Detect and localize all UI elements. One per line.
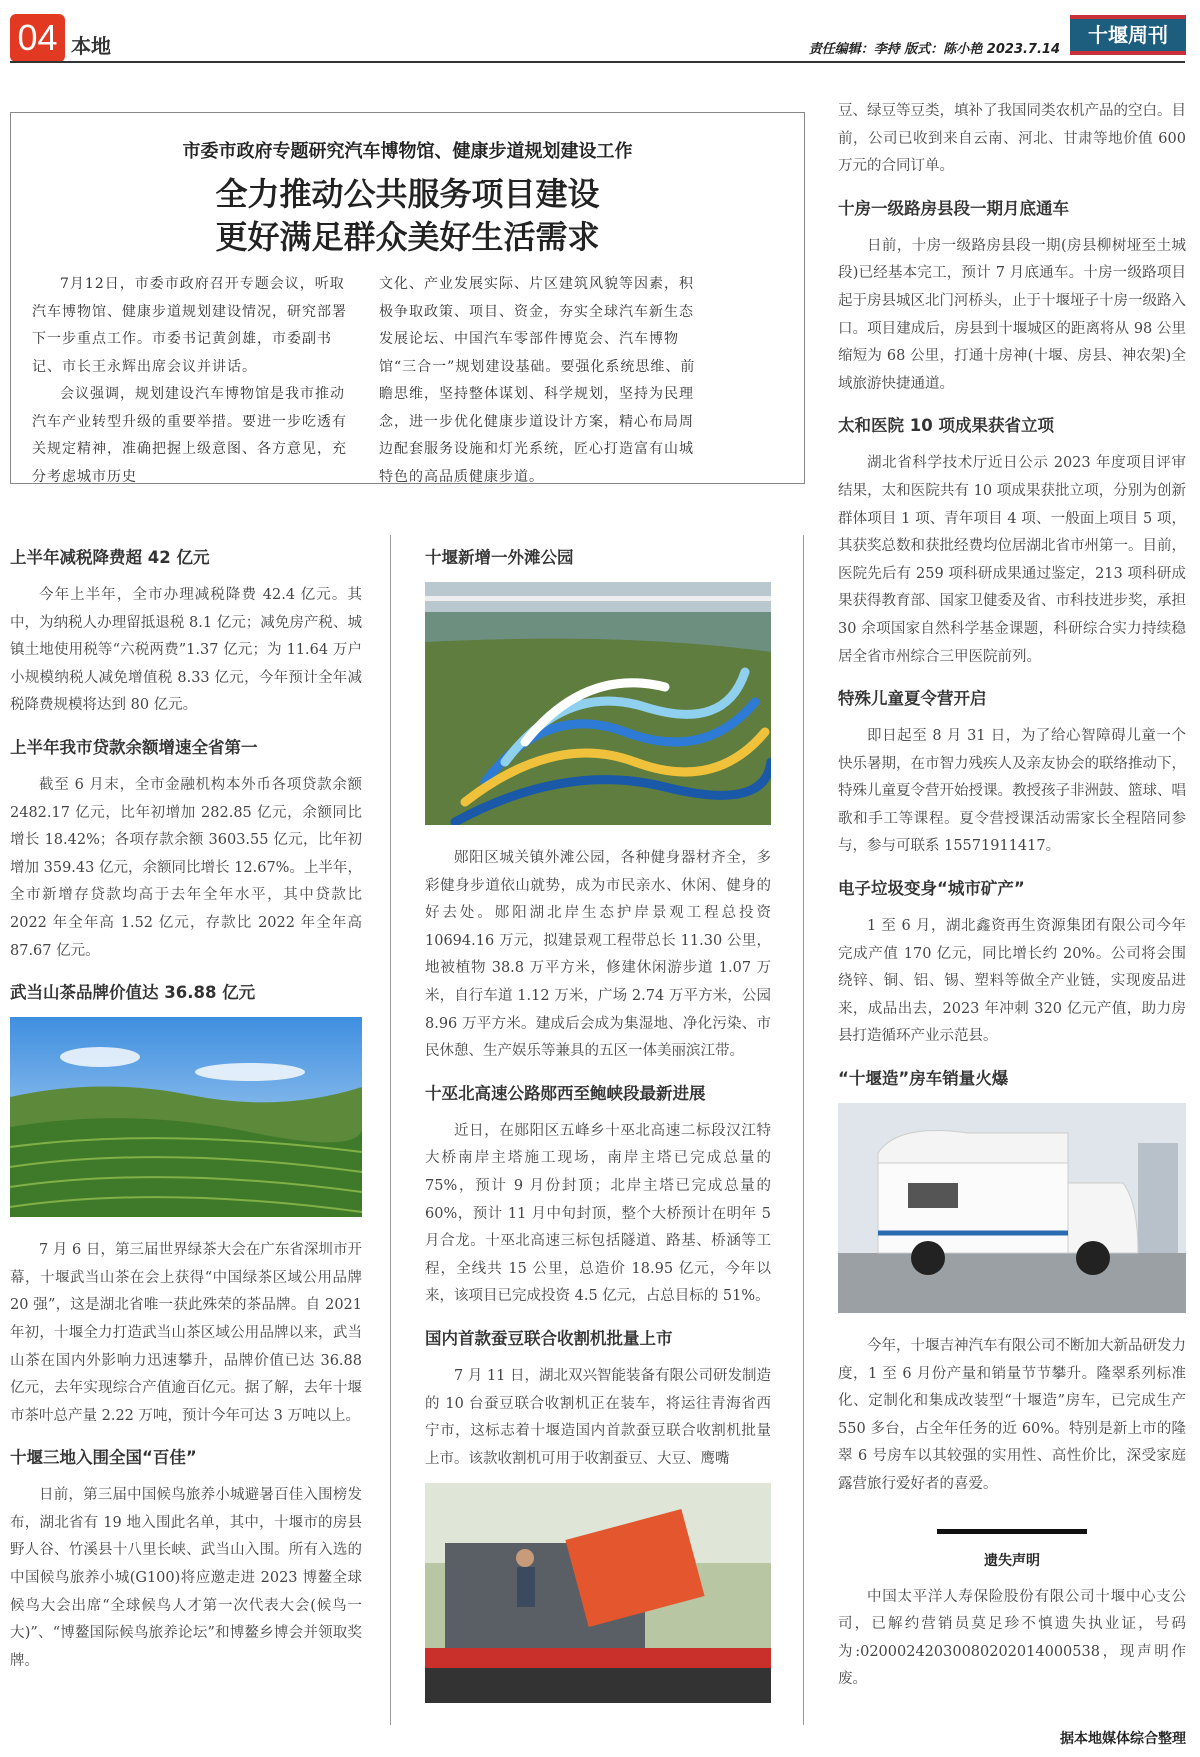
article-body: 今年，十堰吉神汽车有限公司不断加大新品研发力度，1 至 6 月份产量和销量节节攀升。隆翠系列标准化、定制化和集成改装型“十堰造”房车，已完成生产 550 多台，占全年任务的近 60%。特别是新上市的隆翠 6 号房车以其较强的实用性、高性价比，深受家庭露营旅行爱好者的喜爱。 [838, 1338, 1186, 1492]
tea-plantation-photo [10, 1017, 362, 1217]
article-title: 武当山茶品牌价值达 36.88 亿元 [10, 983, 256, 1003]
column-divider [390, 535, 391, 1725]
article-title: 上半年减税降费超 42 亿元 [10, 548, 210, 567]
paragraph: 7月12日，市委市政府召开专题会议，听取汽车博物馆、健康步道规划建设情况，研究部署下一步重点工作。市委书记黄剑雄，市委副书记、市长王永辉出席会议并讲话。 [32, 276, 347, 375]
article-title: 十堰三地入围全国“百佳” [10, 1448, 197, 1468]
article-body: 日前，第三届中国候鸟旅养小城避暑百佳入围榜发布，湖北省有 19 地入围此名单，其中，十堰市的房县野人谷、竹溪县十八里长峡、武当山入围。所有入选的中国候鸟旅养小城(G100)将应邀走进 2023 博鳌全球候鸟大会出席“全球候鸟人才第一次代表大会(候鸟一大)”、“博鳌国际候鸟旅养论坛”和博鳌乡博会并领取奖牌。 [10, 1487, 362, 1669]
harvester-photo [425, 1483, 771, 1703]
article-body: 今年上半年，全市办理减税降费 42.4 亿元。其中，为纳税人办理留抵退税 8.1 亿元；减免房产税、城镇土地使用税等“六税两费”1.37 亿元；为 11.64 万户小规模纳税人减免增值税 8.33 亿元，今年预计全年减税降费规模将达到 80 亿元。 [10, 587, 362, 714]
header-rule [10, 61, 1185, 63]
article-title: 十房一级路房县段一期月底通车 [838, 198, 1069, 218]
waterfront-park-photo [425, 582, 771, 825]
notice-rule [937, 1529, 1087, 1534]
article-title: 上半年我市贷款余额增速全省第一 [10, 737, 258, 757]
article-body: 7 月 6 日，第三届世界绿茶大会在广东省深圳市开幕，十堰武当山茶在会上获得“中国绿茶区域公用品牌 20 强”，这是湖北省唯一获此殊荣的茶品牌。自 2021 年初，十堰全力打造武当山茶区域公用品牌以来，武当山茶在国内外影响力迅速攀升，品牌价值已达 36.88 亿元，去年实现综合产值逾百亿元。据了解，去年十堰市茶叶总产量 2.22 万吨，预计今年可达 3 万吨以上。 [10, 1242, 362, 1424]
left-column [10, 530, 362, 1681]
headline-line-2: 更好满足群众美好生活需求 [215, 218, 600, 256]
paragraph: 会议强调，规划建设汽车博物馆是我市推动汽车产业转型升级的重要举措。要进一步吃透有关规定精神，准确把握上级意图、各方意见，充分考虑城市历史 [32, 386, 347, 485]
article-title: 特殊儿童夏令营开启 [838, 689, 987, 709]
article-body: 近日，在郧阳区五峰乡十巫北高速二标段汉江特大桥南岸主塔施工现场，南岸主塔已完成总量的 75%，预计 9 月份封顶；北岸主塔已完成总量的 60%，预计 11 月中旬封顶，整个大桥预计在明年 5 月合龙。十巫北高速三标包括隧道、路基、桥涵等工程，全线共 15 公里，总造价 18.95 亿元，今年以来，该项目已完成投资 4.5 亿元，占总目标的 51%。 [425, 1122, 771, 1305]
column-divider [803, 535, 804, 1725]
article-body: 即日起至 8 月 31 日，为了给心智障碍儿童一个快乐暑期，在市智力残疾人及亲友协会的联络推动下，特殊儿童夏令营开始授课。教授孩子非洲鼓、篮球、唱歌和手工等课程。夏令营授课活动需家长全程陪同参与，参与可联系 15571911417。 [838, 728, 1186, 855]
article-title: 太和医院 10 项成果获省立项 [838, 416, 1054, 436]
article-body: 日前，十房一级路房县段一期(房县柳树垭至土城段)已经基本完工，预计 7 月底通车。十房一级路项目起于房县城区北门河桥头，止于十堰垭子十房一级路入口。项目建成后，房县到十堰城区的距离将从 98 公里缩短为 68 公里，打通十房神(十堰、房县、神农架)全域旅游快捷通道。 [838, 237, 1186, 392]
notice-body: 中国太平洋人寿保险股份有限公司十堰中心支公司，已解约营销员莫足珍不慎遗失执业证，号码为:02000242030080202014000538，现声明作废。 [838, 1588, 1186, 1688]
notice-title: 遗失声明 [984, 1552, 1040, 1569]
section-name: 本地 [71, 34, 111, 58]
lead-headline [11, 173, 804, 259]
continued-text: 豆、绿豆等豆类，填补了我国同类农机产品的空白。目前，公司已收到来自云南、河北、甘肃等地价值 600 万元的合同订单。 [838, 103, 1186, 175]
article-title: 十巫北高速公路郧西至鲍峡段最新进展 [425, 1083, 706, 1103]
article-body: 1 至 6 月，湖北鑫资再生资源集团有限公司今年完成产值 170 亿元，同比增长约 20%。公司将会围绕锌、铜、铝、锡、塑料等做全产业链，实现废品进来，成品出去，2023 年冲刺 320 亿元产值，助力房县打造循环产业示范县。 [838, 918, 1186, 1045]
article-body: 湖北省科学技术厅近日公示 2023 年度项目评审结果，太和医院共有 10 项成果获批立项，分别为创新群体项目 1 项、青年项目 4 项、一般面上项目 5 项，其获奖总数和获批经费均位居湖北省市州第一。目前，医院先后有 259 项科研成果通过鉴定，213 项科研成果获得教育部、国家卫健委及省、市科技进步奖，承担 30 余项国家自然科学基金课题，科研综合实力持续稳居全省市州综合三甲医院前列。 [838, 455, 1186, 665]
right-column [838, 98, 1186, 1748]
lead-col-1 [32, 271, 357, 491]
editor-meta: 责任编辑：李持 版式：陈小艳 2023.7.14 [808, 42, 1060, 57]
paragraph: 文化、产业发展实际、片区建筑风貌等因素，积极争取政策、项目、资金，夯实全球汽车新生态发展论坛、中国汽车零部件博览会、汽车博物馆“三合一”规划建设基础。要强化系统思维、前瞻思维，坚持整体谋划、科学规划，坚持为民理念，进一步优化健康步道设计方案，精心布局周边配套服务设施和灯光系统，匠心打造富有山城特色的高品质健康步道。 [379, 276, 696, 485]
article-title: 国内首款蚕豆联合收割机批量上市 [425, 1328, 673, 1348]
page-number: 04 [10, 14, 65, 62]
article-title: 电子垃圾变身“城市矿产” [838, 879, 1025, 899]
headline-line-1: 全力推动公共服务项目建设 [215, 175, 600, 213]
lead-kicker: 市委市政府专题研究汽车博物馆、健康步道规划建设工作 [182, 141, 633, 162]
article-title: “十堰造”房车销量火爆 [838, 1069, 1009, 1089]
lead-story [10, 112, 805, 484]
lead-col-2 [379, 271, 704, 491]
article-title: 十堰新增一外滩公园 [425, 548, 574, 567]
rv-photo [838, 1103, 1186, 1313]
middle-column [425, 530, 771, 1723]
source-credit: 据本地媒体综合整理 [1060, 1730, 1186, 1747]
article-body: 7 月 11 日，湖北双兴智能装备有限公司研发制造的 10 台蚕豆联合收割机正在装车，将运往青海省西宁市，这标志着十堰造国内首款蚕豆联合收割机批量上市。该款收割机可用于收割蚕豆、大豆、鹰嘴 [425, 1367, 772, 1467]
article-body: 截至 6 月末，全市金融机构本外币各项贷款余额 2482.17 亿元，比年初增加 282.85 亿元，余额同比增长 18.42%；各项存款余额 3603.55 亿元，比年初增加 359.43 亿元，余额同比增长 12.67%。上半年，全市新增存贷款均高于去年全年水平，其中贷款比 2022 年全年高 1.52 亿元，存款比 2022 年全年高 87.67 亿元。 [10, 776, 362, 959]
masthead-logo: 十堰周刊 [1070, 15, 1186, 55]
article-body: 郧阳区城关镇外滩公园，各种健身器材齐全，多彩健身步道依山就势，成为市民亲水、休闲、健身的好去处。郧阳湖北岸生态护岸景观工程总投资 10694.16 万元，拟建景观工程带总长 11.30 公里，地被植物 38.8 万平方米，修建休闲游步道 1.07 万米，自行车道 1.12 万米，广场 2.74 万平方米，公园 8.96 万平方米。建成后会成为集湿地、净化污染、市民休憩、生产娱乐等兼具的五区一体美丽滨江带。 [425, 850, 771, 1060]
